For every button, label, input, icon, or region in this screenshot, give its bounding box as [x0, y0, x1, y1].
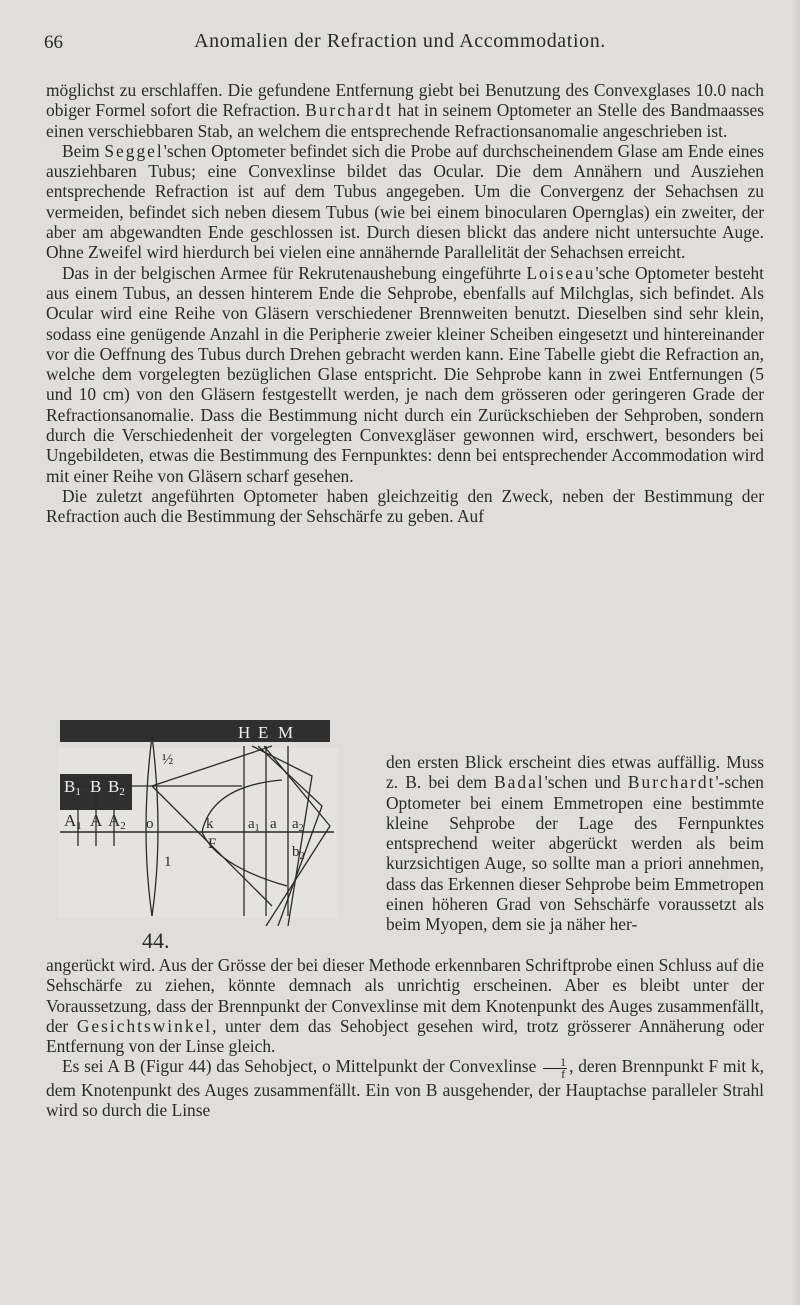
running-head: Anomalien der Refraction und Accommodation.: [194, 30, 606, 52]
paragraph-3: Das in der belgischen Armee für Rekrutenaushebung eingeführte Loiseau'sche Optometer besteht aus einem Tubus, an dessen hinterem Ende die Sehprobe, ebenfalls auf Milchglas, sich befindet. Als Ocular wird eine Reihe von Gläsern verschiedener Brennweiten benutzt. Dieselben sind sehr klein, sodass eine genügende Anzahl in die Peripherie zweier kleiner Scheiben eingesetzt und hintereinander vor die Oeffnung des Tubus durch Drehen gebracht werden kann. Eine Tabelle giebt die Refraction an, welche dem vorgelegten bezüglichen Glase entspricht. Die Sehprobe kann in zwei Entfernungen (5 und 10 cm) von den Gläsern festgestellt werden, je nach dem grösseren oder geringeren Grade der Refractionsanomalie. Dass die Bestimmung nicht durch ein Zurückschieben der Sehproben, sondern durch die Verschiedenheit der vorgelegten Convexgläser gewonnen wird, erschwert, besonders bei Ungebildeten, etwas die Bestimmung des Fernpunktes: denn bei entsprechender Accommodation wird mit einer Reihe von Gläsern scharf gesehen.: [46, 262, 764, 486]
label-half: ½: [162, 752, 174, 768]
author-name: Burchardt: [627, 772, 716, 793]
emphasized-term: Gesichtswinkel: [76, 1015, 213, 1036]
body-text-upper: [46, 80, 764, 527]
author-name: Badal: [494, 772, 545, 793]
page-header: [0, 30, 800, 60]
label-F: F: [208, 836, 217, 852]
label-B2: B2: [108, 777, 125, 798]
paragraph-4-start: Die zuletzt angeführten Optometer haben gleichzeitig den Zweck, neben der Bestimmung der Refraction auch die Bestimmung der Sehschärfe zu geben. Auf: [46, 485, 764, 527]
paragraph-5: Es sei A B (Figur 44) das Sehobject, o Mittelpunkt der Convexlinse $\frac{1}{f}$ , deren Brennpunkt F mit k, dem Knotenpunkt des Auges zusammenfällt. Ein von B ausgehender, der Hauptachse paralleler Strahl wird so durch die Linse: [46, 1054, 764, 1121]
optometer-diagram: [52, 716, 352, 926]
label-k: k: [206, 816, 214, 832]
page-number: 66: [44, 32, 63, 53]
label-a2: $a_2$: [292, 816, 304, 834]
label-b2: $b_2$: [292, 844, 305, 862]
label-B1: B1: [64, 777, 81, 798]
paragraph-1: möglichst zu erschlaffen. Die gefundene Entfernung giebt bei Benutzung des Convexglases 10.0 nach obiger Formel sofort die Refraction. Burchardt hat in seinem Optometer an Stelle des Bandmaasses einen verschiebbaren Stab, an welchem die entsprechende Refractionsanomalie angeschrieben ist.: [46, 80, 764, 141]
author-name: Loiseau: [526, 262, 596, 283]
author-name: Burchardt: [305, 100, 393, 121]
body-text-lower: angerückt wird. Aus der Grösse der bei dieser Methode erkennbaren Schriftprobe einen Schluss auf die Sehschärfe zu ziehen, könnte demnach als unrichtig erscheinen. Aber es bleibt unter der Voraussetzung, dass der Brennpunkt der Convexlinse mit dem Knotenpunkt des Auges zusammenfällt, der Gesichtswinkel, unter dem das Sehobject gesehen wird, trotz grösserer Annäherung oder Entfernung von der Linse gleich. Es sei A B (Figur 44) das Sehobject, o Mittelpunkt der Convexlinse $\frac{1}{f}$ , deren Brennpunkt F mit k, dem Knotenpunkt des Auges zusammenfällt. Ein von B ausgehender, der Hauptachse paralleler Strahl wird so durch die Linse: [46, 955, 764, 1121]
label-M: M: [278, 723, 294, 742]
page-edge: [792, 0, 800, 1305]
author-name: Seggel: [104, 140, 164, 161]
figure-44: [52, 716, 352, 966]
body-text-beside-figure: den ersten Blick erscheint dies etwas auffällig. Muss z. B. bei dem Badal'schen und Burchardt'-schen Optometer bei einem Emmetropen eine bestimmte kleine Sehprobe der Lage des Fernpunktes entsprechend weiter abgerückt werden als beim kurzsichtigen Auge, so sollte man a priori annehmen, dass das Erkennen dieser Sehprobe beim Emmetropen einen höheren Grad von Sehschärfe voraussetzt als beim Myopen, dem sie ja näher her-: [386, 752, 764, 935]
label-a: a: [270, 816, 277, 832]
label-H: H: [238, 723, 251, 742]
label-B: B: [90, 777, 102, 796]
figure-number: 44.: [142, 928, 170, 953]
label-E: E: [258, 723, 269, 742]
fraction: $\frac{1}{f}$: [543, 1057, 567, 1080]
label-o: o: [146, 816, 154, 832]
paragraph-2: Beim Seggel'schen Optometer befindet sich die Probe auf durchscheinendem Glase am Ende eines ausziehbaren Tubus; eine Convexlinse bildet das Ocular. Die dem Annähern und Ausziehen entsprechende Refraction ist auf dem Tubus angegeben. Um die Convergenz der Sehachsen zu vermeiden, befindet sich neben diesem Tubus (wie bei einem binocularen Opernglas) ein zweiter, der aber am abgewandten Ende geschlossen ist. Durch diesen blickt das andere nicht untersuchte Auge. Ohne Zweifel wird hierdurch bei vielen eine annähernde Parallelität der Sehachsen erreicht.: [46, 140, 764, 263]
label-A2: A2: [108, 811, 126, 832]
label-one: 1: [164, 854, 172, 870]
label-A1: A1: [64, 811, 82, 832]
label-A: A: [90, 811, 103, 830]
label-a1: $a_1$: [248, 816, 260, 834]
